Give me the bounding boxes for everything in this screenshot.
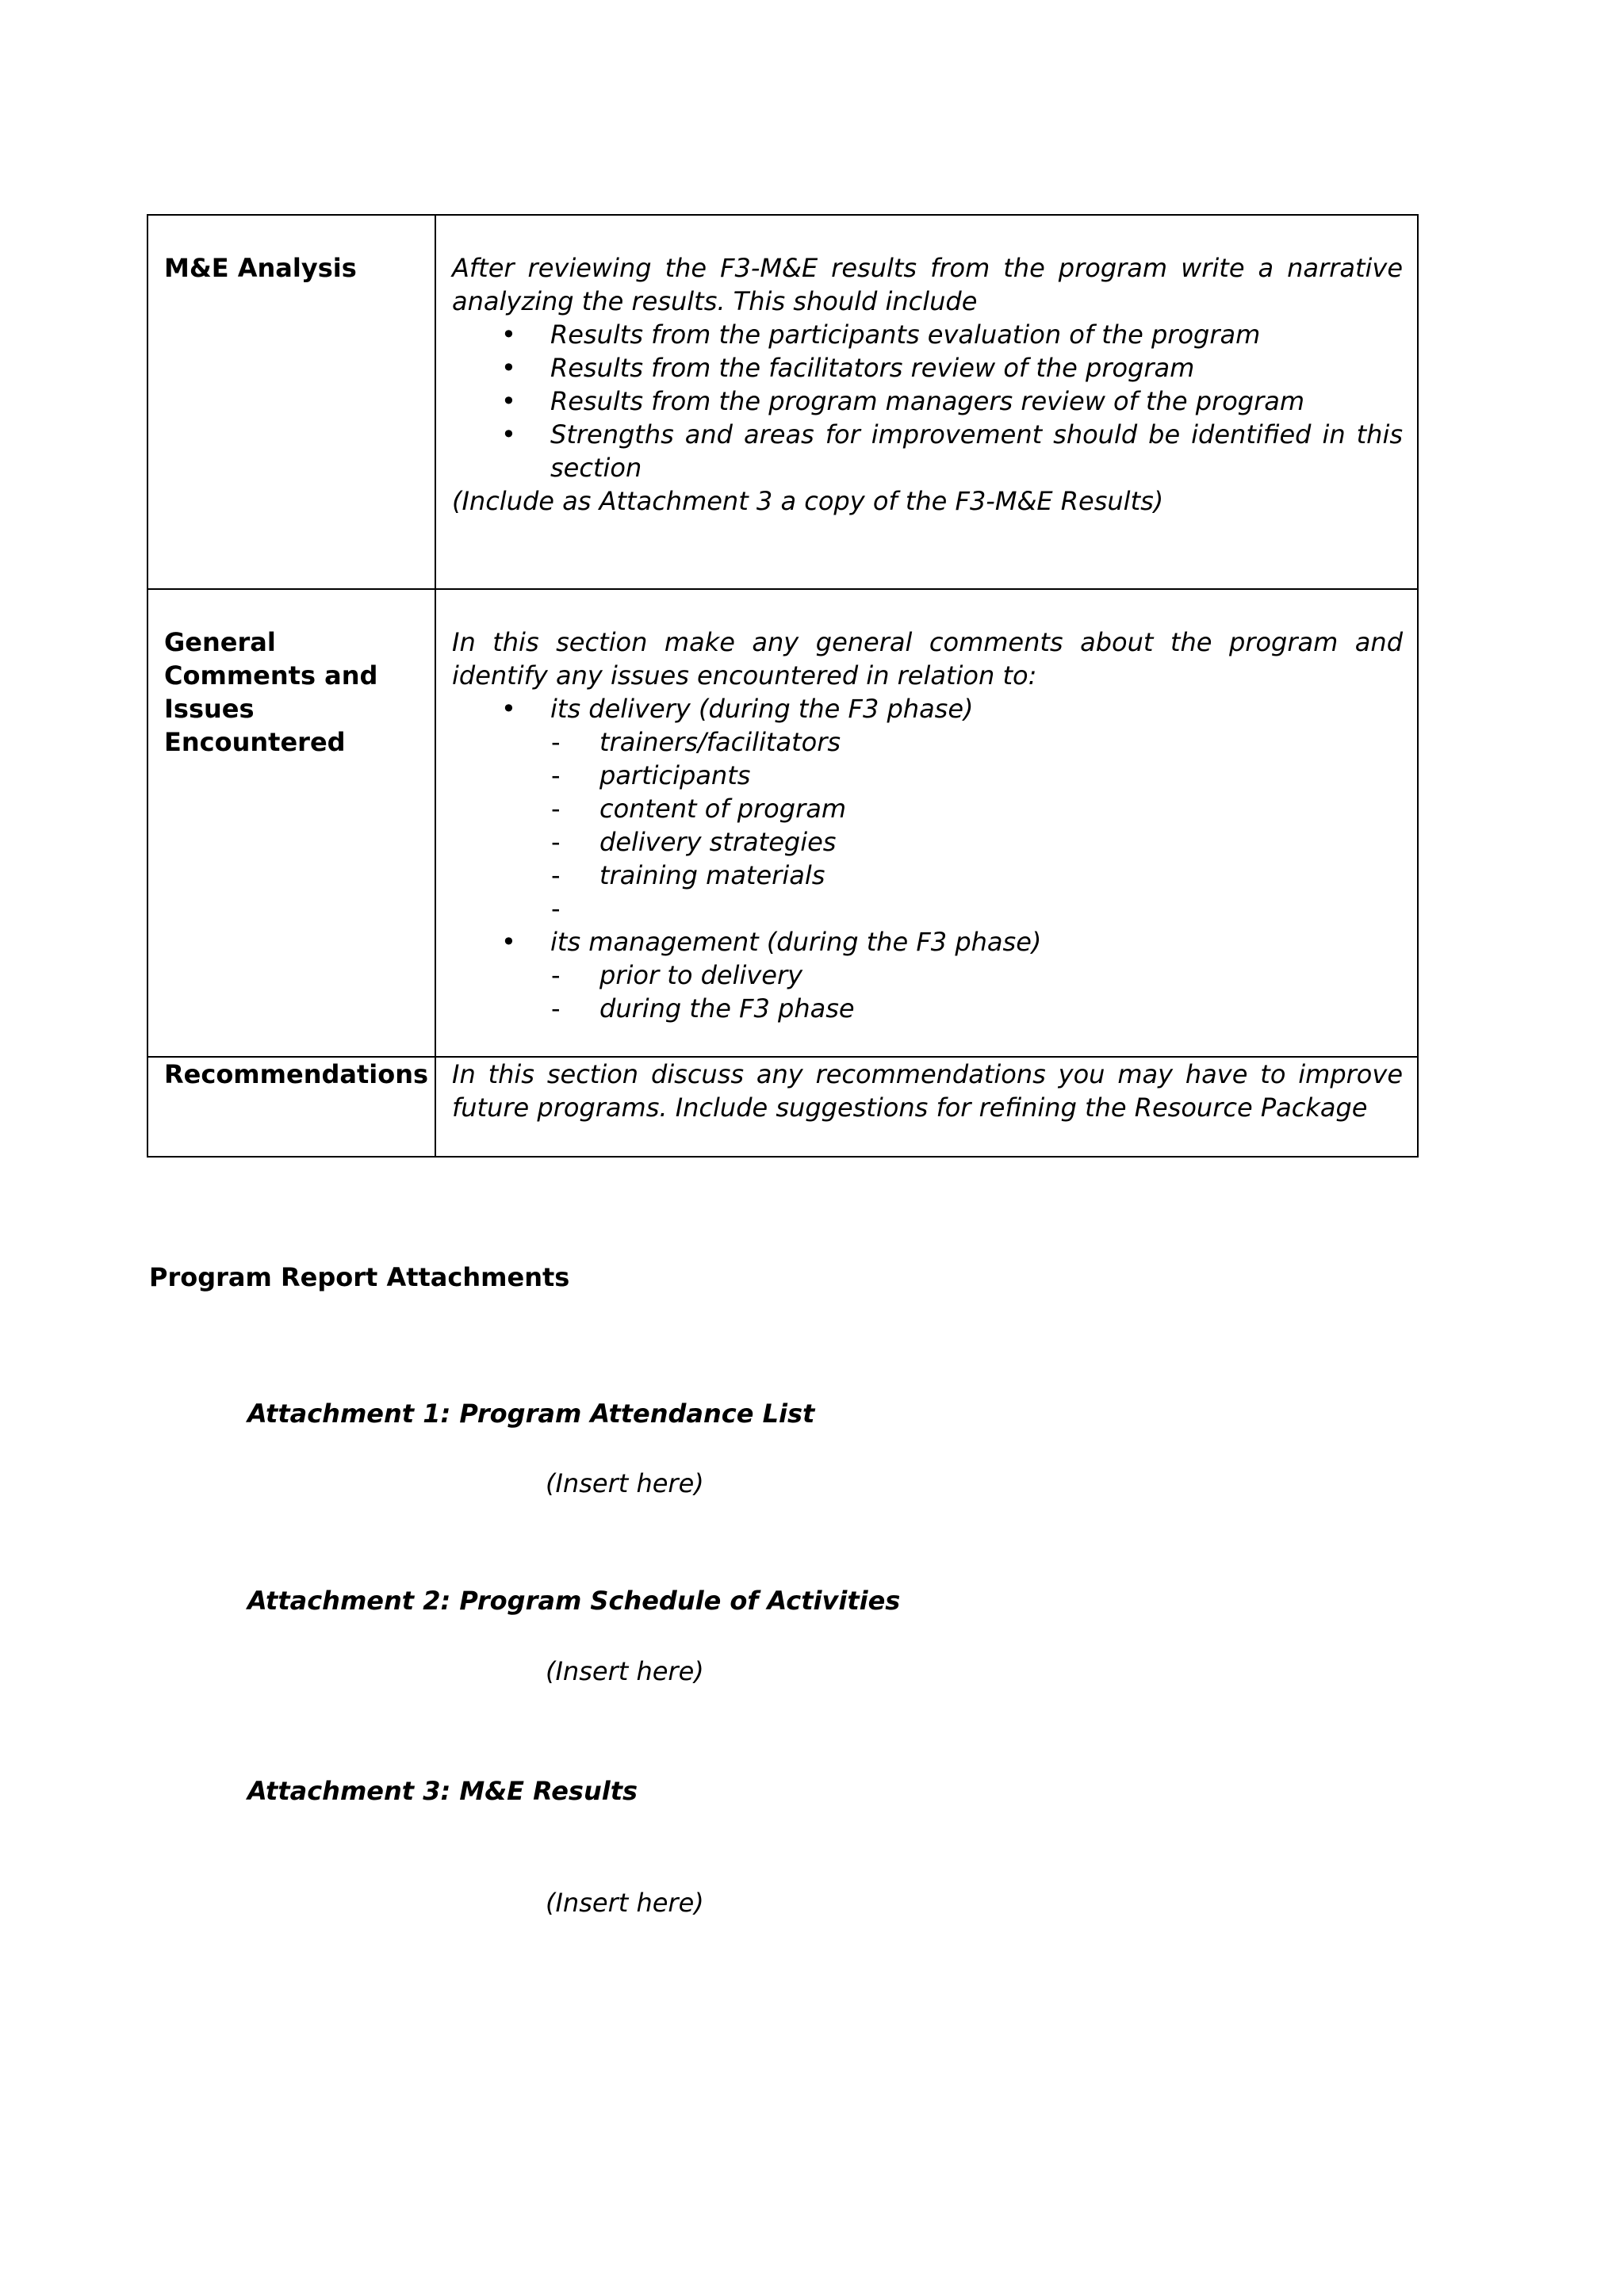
list-item: - during the F3 phase — [551, 993, 855, 1024]
list-item: - training materials — [551, 860, 825, 890]
row-intro: In this section make any general comments about the program and identify any issues encountered in relation to: — [452, 627, 1403, 691]
dash-icon: - — [551, 760, 561, 790]
dash-icon: - — [551, 860, 561, 890]
list-item: • Results from the program managers review of the program — [501, 386, 1305, 416]
dash-icon: - — [551, 993, 561, 1024]
dash-icon: - — [551, 827, 561, 857]
row-text: In this section discuss any recommendations you may have to improve future programs. Include suggestions for refining the Resource Package — [452, 1059, 1403, 1123]
list-item: - delivery strategies — [551, 827, 837, 857]
list-item: • its delivery (during the F3 phase) - trainers/facilitators - participants - content of program - delivery strategies - training materials - — [452, 692, 1403, 925]
bullet-icon: • — [501, 927, 516, 957]
dash-icon: - — [551, 894, 561, 924]
report-table — [147, 214, 1419, 1158]
list-item: - trainers/facilitators — [551, 727, 841, 757]
bullet-icon: • — [501, 419, 516, 450]
bullet-icon: • — [501, 694, 516, 724]
list-item: - prior to delivery — [551, 960, 803, 990]
row-note: (Include as Attachment 3 a copy of the F3-M&E Results) — [452, 486, 1164, 516]
list-item: - participants — [551, 760, 751, 790]
row-intro: After reviewing the F3-M&E results from the program write a narrative analyzing the results. This should include — [452, 253, 1403, 316]
dash-icon: - — [551, 794, 561, 824]
bullet-icon: • — [501, 353, 516, 383]
list-item — [452, 892, 1403, 925]
table-row-general-comments — [147, 589, 1418, 1057]
row-label: Recommendations — [164, 1059, 429, 1089]
table-row-recommendations — [147, 1057, 1418, 1157]
label-cell — [147, 589, 435, 1057]
content-cell — [435, 589, 1418, 1057]
dash-list — [550, 725, 1403, 925]
bullet-icon: • — [501, 386, 516, 416]
table-row-me-analysis — [147, 215, 1418, 589]
bullet-icon: • — [501, 320, 516, 350]
dash-icon: - — [551, 727, 561, 757]
list-item: • its management (during the F3 phase) - prior to delivery - during the F3 phase — [452, 925, 1403, 1025]
list-item: - content of program — [551, 794, 846, 824]
content-cell — [435, 1057, 1418, 1157]
insert-placeholder: (Insert here) — [546, 1656, 704, 1686]
row-label: General Comments and Issues Encountered — [164, 627, 378, 757]
attachment-title: Attachment 1: Program Attendance List — [247, 1399, 815, 1429]
attachment-title: Attachment 2: Program Schedule of Activities — [247, 1586, 901, 1616]
insert-placeholder: (Insert here) — [546, 1888, 704, 1918]
section-heading: Program Report Attachments — [149, 1262, 570, 1292]
insert-placeholder: (Insert here) — [546, 1468, 704, 1498]
dash-list — [550, 959, 1403, 1025]
label-cell — [147, 1057, 435, 1157]
dash-icon: - — [551, 960, 561, 990]
attachment-title: Attachment 3: M&E Results — [247, 1776, 638, 1806]
label-cell — [147, 215, 435, 589]
bullet-list — [452, 692, 1403, 1025]
list-item: • Results from the participants evaluation of the program — [501, 320, 1261, 350]
content-cell — [435, 215, 1418, 589]
row-label: M&E Analysis — [164, 253, 357, 283]
list-item: • Results from the facilitators review of the program — [501, 353, 1195, 383]
bullet-list — [452, 318, 1403, 484]
list-item: • Strengths and areas for improvement should be identified in this section — [501, 419, 1403, 483]
